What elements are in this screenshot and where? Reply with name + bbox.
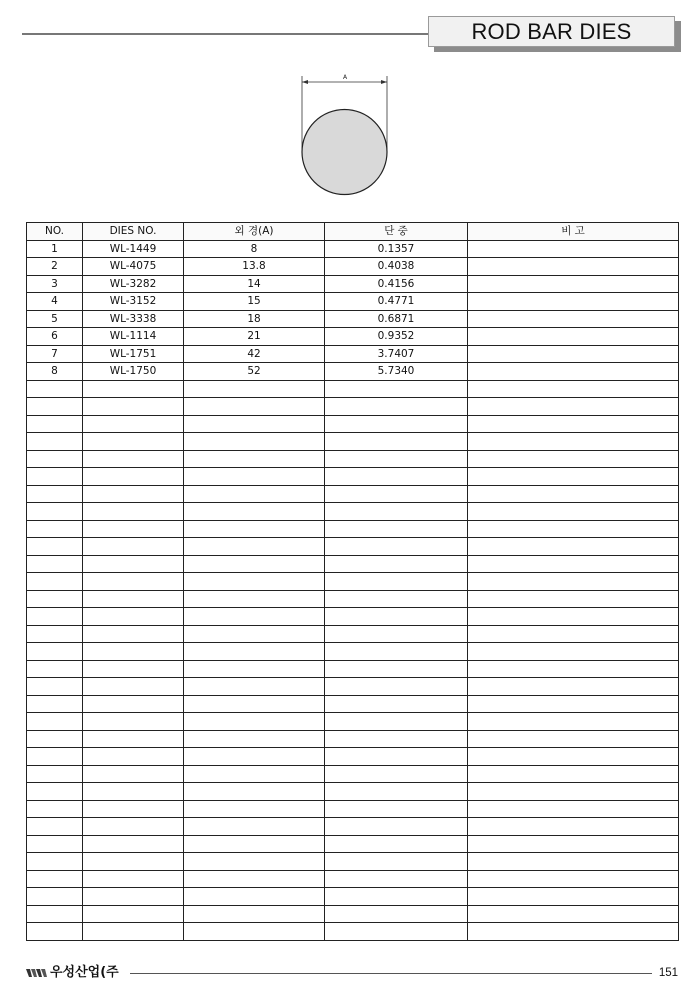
cell-dies-no [83,678,184,696]
table-row [27,363,679,381]
cell-remarks [468,503,679,521]
cell-unit-weight [325,555,468,573]
cell-dies-no [83,573,184,591]
table-row [27,310,679,328]
cell-dies-no [83,590,184,608]
cell-no [27,695,83,713]
cell-no [27,433,83,451]
cell-remarks [468,328,679,346]
cell-unit-weight [325,713,468,731]
cell-unit-weight: 0.4038 [325,258,468,276]
dies-table-container [26,222,678,941]
cell-remarks [468,765,679,783]
cell-unit-weight [325,835,468,853]
table-row [27,765,679,783]
cell-outer-diameter [184,678,325,696]
table-row [27,345,679,363]
cell-unit-weight [325,468,468,486]
cell-unit-weight [325,590,468,608]
cell-unit-weight [325,783,468,801]
cell-remarks [468,748,679,766]
cell-no [27,538,83,556]
cell-outer-diameter: 13.8 [184,258,325,276]
cell-no: 5 [27,310,83,328]
cell-dies-no: WL-1750 [83,363,184,381]
cell-dies-no [83,905,184,923]
cell-remarks [468,660,679,678]
cell-outer-diameter [184,748,325,766]
cell-remarks [468,275,679,293]
cell-dies-no [83,380,184,398]
cell-unit-weight [325,538,468,556]
cell-remarks [468,240,679,258]
cell-dies-no [83,555,184,573]
cell-remarks [468,835,679,853]
cell-dies-no [83,730,184,748]
cell-no [27,748,83,766]
cell-dies-no [83,748,184,766]
cell-unit-weight [325,695,468,713]
column-header-no: NO. [27,223,83,241]
cell-dies-no [83,625,184,643]
cell-no: 7 [27,345,83,363]
cell-unit-weight [325,380,468,398]
cell-remarks [468,555,679,573]
cell-outer-diameter [184,923,325,941]
cell-dies-no [83,783,184,801]
cell-outer-diameter [184,730,325,748]
cell-no [27,678,83,696]
table-row [27,800,679,818]
arrow-left [302,80,308,84]
cell-remarks [468,310,679,328]
cell-no [27,503,83,521]
cell-dies-no [83,853,184,871]
cell-unit-weight [325,433,468,451]
table-row [27,660,679,678]
cell-dies-no [83,835,184,853]
cell-unit-weight [325,503,468,521]
cell-unit-weight [325,608,468,626]
cell-unit-weight [325,818,468,836]
table-row [27,468,679,486]
cell-unit-weight [325,678,468,696]
cell-dies-no: WL-1751 [83,345,184,363]
table-row [27,905,679,923]
cell-outer-diameter: 21 [184,328,325,346]
cell-dies-no [83,398,184,416]
cell-dies-no [83,800,184,818]
cell-outer-diameter [184,485,325,503]
cell-dies-no [83,765,184,783]
table-row [27,258,679,276]
table-row [27,538,679,556]
company-logo-icon [26,966,48,980]
table-row [27,398,679,416]
cell-remarks [468,643,679,661]
cell-remarks [468,538,679,556]
cell-no [27,520,83,538]
cell-outer-diameter [184,503,325,521]
table-row [27,713,679,731]
cell-outer-diameter [184,695,325,713]
table-row [27,625,679,643]
cell-unit-weight: 0.4156 [325,275,468,293]
cell-unit-weight [325,730,468,748]
table-row [27,888,679,906]
cell-outer-diameter: 15 [184,293,325,311]
cell-outer-diameter [184,590,325,608]
cell-remarks [468,590,679,608]
arrow-right [381,80,387,84]
cell-dies-no [83,503,184,521]
cell-unit-weight [325,800,468,818]
column-header-dies-no: DIES NO. [83,223,184,241]
cell-no: 6 [27,328,83,346]
cell-remarks [468,258,679,276]
cell-remarks [468,485,679,503]
cell-remarks [468,923,679,941]
cell-outer-diameter [184,783,325,801]
cell-dies-no [83,870,184,888]
cell-remarks [468,800,679,818]
cell-remarks [468,713,679,731]
cell-no [27,415,83,433]
cell-unit-weight [325,853,468,871]
footer [26,965,680,983]
cell-unit-weight [325,905,468,923]
table-row [27,730,679,748]
cell-no [27,923,83,941]
cell-outer-diameter [184,713,325,731]
cell-outer-diameter: 8 [184,240,325,258]
footer-rule [130,973,652,974]
cell-outer-diameter [184,538,325,556]
cell-remarks [468,608,679,626]
page-number: 151 [658,967,678,979]
cell-dies-no [83,608,184,626]
cell-outer-diameter: 18 [184,310,325,328]
dimension-label: A [342,74,348,81]
cell-no [27,905,83,923]
cell-no [27,730,83,748]
table-row [27,783,679,801]
table-row [27,503,679,521]
cell-unit-weight: 5.7340 [325,363,468,381]
cell-outer-diameter [184,870,325,888]
table-row [27,748,679,766]
table-row [27,293,679,311]
cell-no [27,835,83,853]
cell-unit-weight [325,643,468,661]
cell-outer-diameter [184,818,325,836]
table-row [27,275,679,293]
cell-dies-no: WL-3282 [83,275,184,293]
cell-dies-no [83,433,184,451]
table-row [27,835,679,853]
cell-unit-weight [325,520,468,538]
cell-remarks [468,398,679,416]
table-row [27,818,679,836]
table-row [27,240,679,258]
cell-unit-weight: 0.6871 [325,310,468,328]
table-row [27,870,679,888]
table-row [27,415,679,433]
cell-remarks [468,888,679,906]
cell-unit-weight [325,748,468,766]
cell-unit-weight [325,625,468,643]
table-row [27,450,679,468]
cell-outer-diameter [184,853,325,871]
table-row [27,573,679,591]
company-name: 우성산업(주 [50,965,119,980]
cell-remarks [468,468,679,486]
cell-unit-weight: 0.1357 [325,240,468,258]
cell-no [27,888,83,906]
cell-no [27,783,83,801]
cell-outer-diameter [184,765,325,783]
cell-remarks [468,450,679,468]
cell-dies-no [83,415,184,433]
header-rule [22,33,434,35]
table-row [27,520,679,538]
cell-no [27,870,83,888]
cell-no [27,625,83,643]
cell-remarks [468,870,679,888]
rod-cross-section-diagram [290,70,400,202]
cell-remarks [468,695,679,713]
table-row [27,380,679,398]
cell-outer-diameter: 14 [184,275,325,293]
cell-no [27,590,83,608]
cell-remarks [468,415,679,433]
cell-remarks [468,520,679,538]
cell-dies-no [83,520,184,538]
cell-remarks [468,730,679,748]
cell-remarks [468,905,679,923]
cell-no [27,800,83,818]
table-row [27,643,679,661]
cell-unit-weight: 0.4771 [325,293,468,311]
cell-no [27,713,83,731]
cell-remarks [468,363,679,381]
cell-unit-weight [325,870,468,888]
dies-table [26,222,679,941]
cell-no: 3 [27,275,83,293]
cell-remarks [468,433,679,451]
cell-dies-no [83,450,184,468]
cell-outer-diameter [184,835,325,853]
cell-outer-diameter [184,520,325,538]
column-header-outer-diameter: 외 경(A) [184,223,325,241]
cell-outer-diameter [184,608,325,626]
cell-dies-no [83,538,184,556]
table-row [27,608,679,626]
cell-no [27,555,83,573]
table-header-row [27,223,679,241]
cell-remarks [468,853,679,871]
cell-remarks [468,380,679,398]
cell-remarks [468,293,679,311]
cell-unit-weight [325,923,468,941]
cell-unit-weight [325,415,468,433]
cell-dies-no [83,468,184,486]
cell-no [27,573,83,591]
table-row [27,923,679,941]
table-row [27,678,679,696]
cell-outer-diameter [184,380,325,398]
cell-no [27,660,83,678]
cell-dies-no: WL-1114 [83,328,184,346]
table-row [27,485,679,503]
column-header-unit-weight: 단 중 [325,223,468,241]
cell-outer-diameter: 42 [184,345,325,363]
cell-dies-no: WL-3338 [83,310,184,328]
cell-no [27,818,83,836]
cell-dies-no [83,888,184,906]
cell-outer-diameter [184,398,325,416]
cell-no [27,398,83,416]
cell-no [27,765,83,783]
cell-remarks [468,818,679,836]
cell-dies-no [83,485,184,503]
cell-no: 8 [27,363,83,381]
cell-unit-weight [325,888,468,906]
table-row [27,555,679,573]
cell-dies-no: WL-3152 [83,293,184,311]
cell-outer-diameter [184,573,325,591]
table-body [27,240,679,940]
cell-no [27,450,83,468]
cell-remarks [468,678,679,696]
cell-no [27,468,83,486]
cell-dies-no [83,818,184,836]
table-row [27,433,679,451]
cell-outer-diameter [184,555,325,573]
cell-no: 4 [27,293,83,311]
cell-outer-diameter [184,643,325,661]
cell-outer-diameter [184,888,325,906]
table-row [27,328,679,346]
cell-no [27,853,83,871]
cell-dies-no [83,643,184,661]
cell-outer-diameter [184,415,325,433]
cell-remarks [468,573,679,591]
cell-outer-diameter [184,450,325,468]
cell-outer-diameter [184,905,325,923]
cell-no [27,608,83,626]
cell-no [27,485,83,503]
page-title: ROD BAR DIES [428,16,675,47]
cell-unit-weight [325,660,468,678]
cell-dies-no [83,923,184,941]
cell-dies-no: WL-4075 [83,258,184,276]
cell-outer-diameter [184,800,325,818]
cell-unit-weight [325,398,468,416]
cell-unit-weight [325,485,468,503]
cell-no: 1 [27,240,83,258]
cell-remarks [468,625,679,643]
cell-unit-weight [325,450,468,468]
cell-remarks [468,345,679,363]
cell-unit-weight [325,573,468,591]
cell-remarks [468,783,679,801]
cell-outer-diameter: 52 [184,363,325,381]
cell-unit-weight: 0.9352 [325,328,468,346]
table-row [27,853,679,871]
cell-dies-no [83,713,184,731]
cell-dies-no: WL-1449 [83,240,184,258]
cell-outer-diameter [184,468,325,486]
cell-no [27,380,83,398]
cell-outer-diameter [184,625,325,643]
cell-no [27,643,83,661]
cell-outer-diameter [184,433,325,451]
cell-outer-diameter [184,660,325,678]
cell-no: 2 [27,258,83,276]
cell-dies-no [83,695,184,713]
column-header-remarks: 비 고 [468,223,679,241]
cell-unit-weight: 3.7407 [325,345,468,363]
cell-unit-weight [325,765,468,783]
rod-circle [302,110,387,195]
cell-dies-no [83,660,184,678]
table-row [27,695,679,713]
table-row [27,590,679,608]
